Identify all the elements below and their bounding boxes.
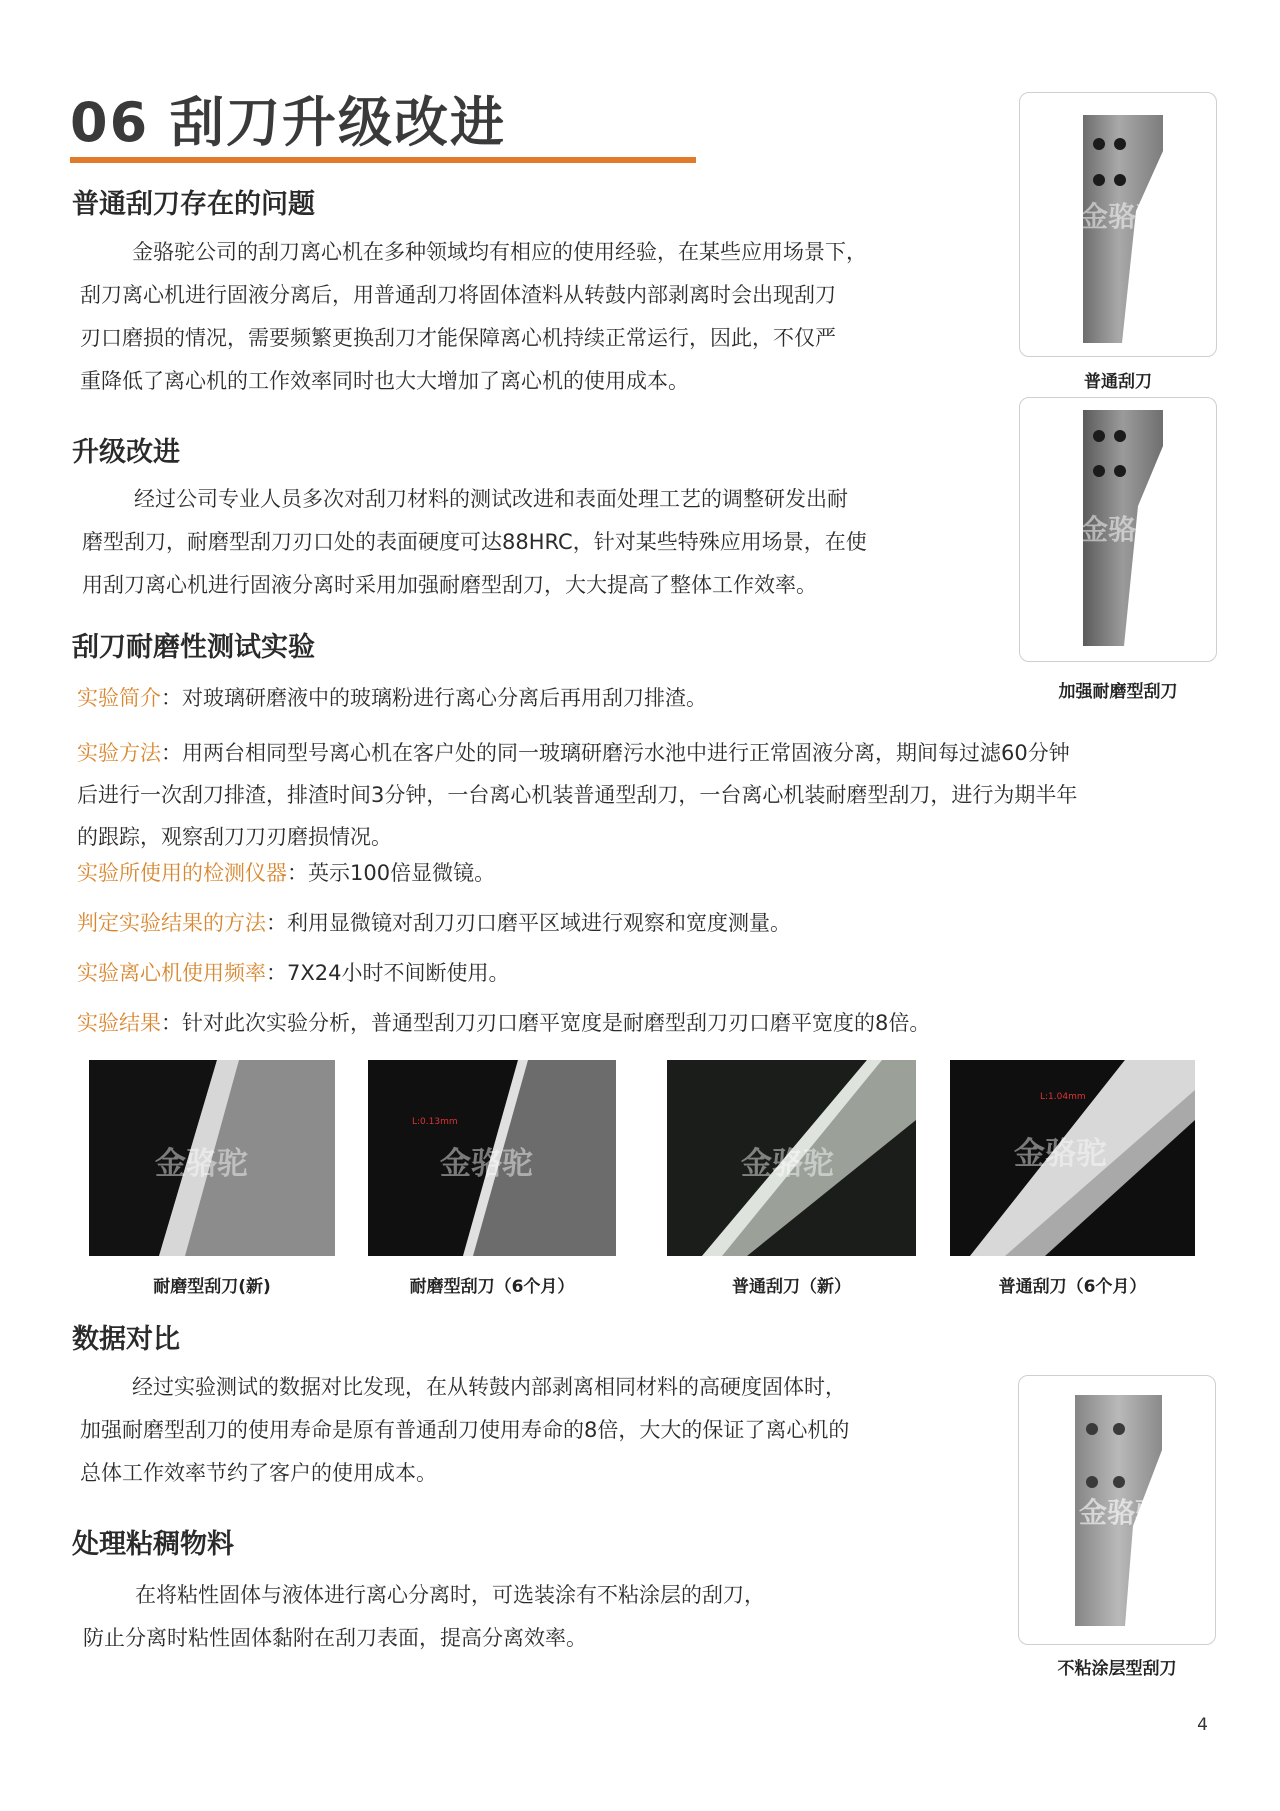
photo-reinforced-scraper — [1019, 397, 1217, 662]
exp-frequency-text: ：7X24小时不间断使用。 — [266, 961, 510, 985]
upgrade-line: 经过公司专业人员多次对刮刀材料的测试改进和表面处理工艺的调整研发出耐 — [134, 487, 848, 511]
exp-judge-label: 判定实验结果的方法 — [77, 911, 266, 935]
exp-method-text: ：用两台相同型号离心机在客户处的同一玻璃研磨污水池中进行正常固液分离，期间每过滤60分钟 — [161, 741, 1070, 765]
watermark: 金骆驼 — [1080, 200, 1165, 233]
caption-reinforced-scraper: 加强耐磨型刮刀 — [1058, 682, 1178, 702]
problems-line: 刃口磨损的情况，需要频繁更换刮刀才能保障离心机持续正常运行，因此，不仅严 — [80, 326, 836, 350]
photo-standard-scraper — [1019, 92, 1217, 357]
measure-label: L:0.13mm — [412, 1117, 458, 1127]
title-underline — [70, 157, 696, 163]
sticky-line: 防止分离时粘性固体黏附在刮刀表面，提高分离效率。 — [83, 1626, 587, 1650]
problems-line: 重降低了离心机的工作效率同时也大大增加了离心机的使用成本。 — [80, 369, 689, 393]
caption-standard-new: 普通刮刀（新） — [732, 1277, 851, 1297]
upgrade-paragraph — [82, 478, 867, 607]
watermark: 金骆驼 — [741, 1146, 834, 1182]
compare-line: 加强耐磨型刮刀的使用寿命是原有普通刮刀使用寿命的8倍，大大的保证了离心机的 — [80, 1418, 850, 1442]
exp-intro-text: ：对玻璃研磨液中的玻璃粉进行离心分离后再用刮刀排渣。 — [161, 686, 707, 710]
caption-standard-scraper: 普通刮刀 — [1084, 372, 1152, 392]
upgrade-line: 用刮刀离心机进行固液分离时采用加强耐磨型刮刀，大大提高了整体工作效率。 — [82, 573, 817, 597]
heading-experiment: 刮刀耐磨性测试实验 — [72, 632, 315, 663]
measure-label: L:1.04mm — [1040, 1092, 1086, 1102]
exp-method-label: 实验方法 — [77, 741, 161, 765]
problems-line: 刮刀离心机进行固液分离后，用普通刮刀将固体渣料从转鼓内部剥离时会出现刮刀 — [80, 283, 836, 307]
caption-standard-6months: 普通刮刀（6个月） — [998, 1277, 1147, 1297]
upgrade-line: 磨型刮刀，耐磨型刮刀刃口处的表面硬度可达88HRC，针对某些特殊应用场景，在使 — [82, 530, 867, 554]
caption-wear-6months: 耐磨型刮刀（6个月） — [409, 1277, 575, 1297]
exp-method-text: 后进行一次刮刀排渣，排渣时间3分钟，一台离心机装普通型刮刀，一台离心机装耐磨型刮刀，进行为期半年 — [77, 783, 1078, 807]
exp-judge-text: ：利用显微镜对刮刀刃口磨平区域进行观察和宽度测量。 — [266, 911, 791, 935]
exp-result — [77, 1008, 930, 1038]
watermark: 金骆驼 — [1014, 1136, 1107, 1172]
photo-nonstick-scraper — [1018, 1375, 1216, 1645]
watermark: 金骆驼 — [440, 1146, 533, 1182]
exp-intro-label: 实验简介 — [77, 686, 161, 710]
watermark: 金骆驼 — [1079, 1496, 1164, 1529]
micro-photo-standard-6months — [950, 1060, 1195, 1256]
exp-result-label: 实验结果 — [77, 1011, 161, 1035]
heading-compare: 数据对比 — [72, 1324, 180, 1355]
heading-sticky: 处理粘稠物料 — [72, 1529, 234, 1560]
exp-method-text: 的跟踪，观察刮刀刀刃磨损情况。 — [77, 825, 392, 849]
compare-line: 总体工作效率节约了客户的使用成本。 — [80, 1461, 437, 1485]
sticky-paragraph — [83, 1574, 765, 1660]
page-title: 06 刮刀升级改进 — [70, 91, 506, 154]
exp-instrument-text: ：英示100倍显微镜。 — [287, 861, 496, 885]
micro-photo-standard-new — [667, 1060, 916, 1256]
exp-result-text: ：针对此次实验分析，普通型刮刀刃口磨平宽度是耐磨型刮刀刃口磨平宽度的8倍。 — [161, 1011, 931, 1035]
watermark: 金骆驼 — [1080, 513, 1165, 546]
page-number: 4 — [1197, 1715, 1208, 1735]
problems-paragraph — [80, 231, 867, 403]
watermark: 金骆驼 — [155, 1146, 248, 1182]
micro-photo-wear-new — [89, 1060, 335, 1256]
exp-frequency-label: 实验离心机使用频率 — [77, 961, 266, 985]
sticky-line: 在将粘性固体与液体进行离心分离时，可选装涂有不粘涂层的刮刀， — [135, 1583, 765, 1607]
compare-paragraph — [80, 1366, 849, 1495]
heading-problems: 普通刮刀存在的问题 — [72, 189, 315, 220]
caption-nonstick-scraper: 不粘涂层型刮刀 — [1057, 1659, 1177, 1679]
exp-judge — [77, 908, 791, 938]
micro-photo-wear-6months — [368, 1060, 616, 1256]
caption-wear-new: 耐磨型刮刀(新) — [153, 1277, 271, 1297]
exp-instrument — [77, 858, 495, 888]
exp-method — [77, 732, 1077, 858]
compare-line: 经过实验测试的数据对比发现，在从转鼓内部剥离相同材料的高硬度固体时， — [132, 1375, 846, 1399]
exp-instrument-label: 实验所使用的检测仪器 — [77, 861, 287, 885]
exp-intro — [77, 683, 707, 713]
heading-upgrade: 升级改进 — [72, 437, 180, 468]
problems-line: 金骆驼公司的刮刀离心机在多种领域均有相应的使用经验，在某些应用场景下， — [132, 240, 867, 264]
exp-frequency — [77, 958, 509, 988]
